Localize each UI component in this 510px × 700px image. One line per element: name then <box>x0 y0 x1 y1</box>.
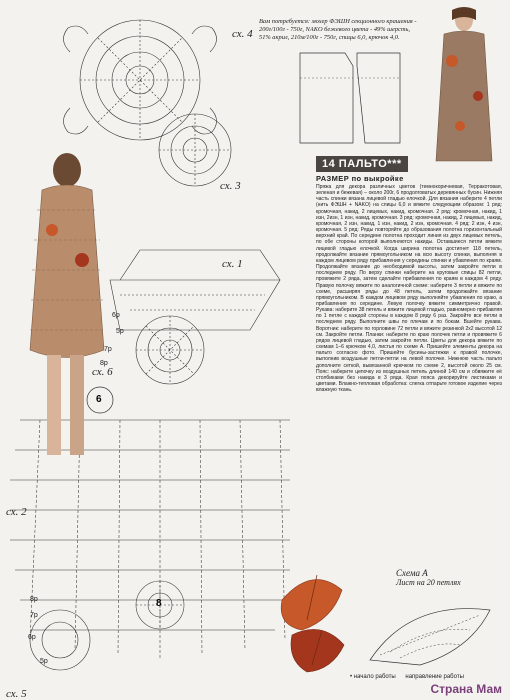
row-mark: 8р <box>100 360 108 367</box>
diagram-a-caption <box>396 568 461 587</box>
scheme-5-diagram <box>30 610 90 670</box>
leaves-photo <box>262 560 362 680</box>
scheme-3-label: сх. 3 <box>220 180 241 192</box>
legend <box>350 674 510 680</box>
watermark-logo: Страна Мам <box>430 682 502 696</box>
scheme-1-label: сх. 1 <box>222 258 243 270</box>
pattern-schematic <box>285 48 410 150</box>
diagram-a-sub: Лист на 20 петлях <box>396 578 461 587</box>
scheme-6-label: сх. 6 <box>92 366 113 378</box>
legend-start-mark: • начало работы <box>350 674 396 680</box>
scheme-1-diagram <box>110 250 280 330</box>
scheme-4-label: сх. 4 <box>232 28 253 40</box>
motif-number-8: 8 <box>156 598 162 609</box>
diagram-a-chart <box>360 590 500 672</box>
motif-number-6: 6 <box>96 394 102 405</box>
diagram-a-label: Схема А <box>396 568 428 578</box>
scheme-2-label: сх. 2 <box>6 506 27 518</box>
materials-text: Вам потребуется: мохер ФЭШН секционного крашения - 200г/100г - 750г, NAKO бежевого цвета - 49% шерсть, 51% акрил, 210м/100г - 750г, спицы 6,0, крючок 4,0. <box>259 18 417 41</box>
model-photo-back <box>12 150 117 470</box>
scheme-6-diagram <box>136 316 204 384</box>
scheme-4-diagram <box>63 20 216 140</box>
row-mark: 6р <box>112 312 120 319</box>
pattern-title-sub: РАЗМЕР по выкройке <box>316 174 404 183</box>
scheme-5-label: сх. 5 <box>6 688 27 700</box>
instructions-text: Пряжа для декора различных цветов (темнокоричневая, Терракотовая, зеленая и бежевая) – около 200г, 6 продолговатых деревянных бусин. Нижняя часть спинки вязана лицевой гладью елочкой. Для вязания наберите 4 петли (нить ФЭШН + NAKO) на спицы 6,0 и вяжите следующим образом: 1 ряд: кромочная, накид, 2 лицевых, накид, кромочная. 2 ряд: кромочная, накид, 1 изн, 2изн, 1 изн, накид, кромочная. 3 ряд: кромочная, накид, 2 лицевых, накид, кромочная, 2 изн, накид, 1 изн, накид, 2 изн, кромочная. 4 ряд: 2 изн, 4 изн, кромочная. 5 ряд: Ряды повторяйте до образования полотна горизонтальный верхний край. По середине полотна проходит линия из двух лицевых петель, по обе стороны которой выполняются накиды. Оставшиеся петли вяжите лицевой гладью елочкой. Когда ширина полотна достигнет 118 петель, продолжайте вязание прямоугольником на всю высоту спинки, выполняя в каждом лицевом ряду прибавления у середины спинки и убавления по краям. Продолжайте вязание до необходимой высоты, затем закройте петли в последнем ряду. По верху спинки наберите на круговые спицы 82 петли, провяжите 2 ряда, затем сделайте прибавления по краям в каждом 4 ряду. Правую полочку вяжите по аналогичной схеме: наберите 3 петли и вяжите по схеме, расширяя ряды до 48 петель, затем продолжайте вязание прямоугольником. В каждом лицевом ряду выполняйте убавления по краю, а прибавления по середине. Левую полочку вяжите симметрично правой. Рукава: наберите 38 петель и вяжите лицевой гладью, равномерно прибавляя по 1 петле с каждой стороны в каждом 8 ряду 6 раз. Закройте все петли в последнем ряду. Выполните швы по плечам и по бокам. Вшейте рукава. Воротник: наберите по горловине 72 петли и вяжите резинкой 2х2 высотой 12 см. Закройте петли. Планки: наберите по краю полочек петли и провяжите 6 рядов лицевой гладью, затем закройте петли. Цветы для декора вяжите по схемам 1–6 крючком 4,0, листья по схеме А. Пришейте элементы декора на пальто согласно фото. Пришейте бусины-застежки к правой полочке, выполнив воздушные петли-петли на левой полочке. Нижнюю часть пальто дополните сеткой, вывязанной крючком по схеме 2, высотой около 25 см. Пояс: наберите цепочку из воздушных петель длиной 140 см и обвяжите её столбиками без накида в 3 ряда. Края пояса декорируйте листиками и цветами. Влажно-тепловая обработка: слегка отпарьте готовое изделие через влажную ткань. <box>316 184 502 394</box>
row-mark: 7р <box>104 346 112 353</box>
legend-direction-mark: направление работы <box>405 674 464 680</box>
scheme-3-diagram <box>159 114 231 186</box>
row-mark: 5р <box>40 658 48 665</box>
pattern-title-main: 14 ПАЛЬТО*** <box>316 156 408 172</box>
row-mark: 8р <box>30 596 38 603</box>
row-mark: 5р <box>116 328 124 335</box>
row-mark: 7р <box>30 612 38 619</box>
model-photo-front <box>422 6 506 166</box>
pattern-title <box>316 154 426 182</box>
row-mark: 6р <box>28 634 36 641</box>
